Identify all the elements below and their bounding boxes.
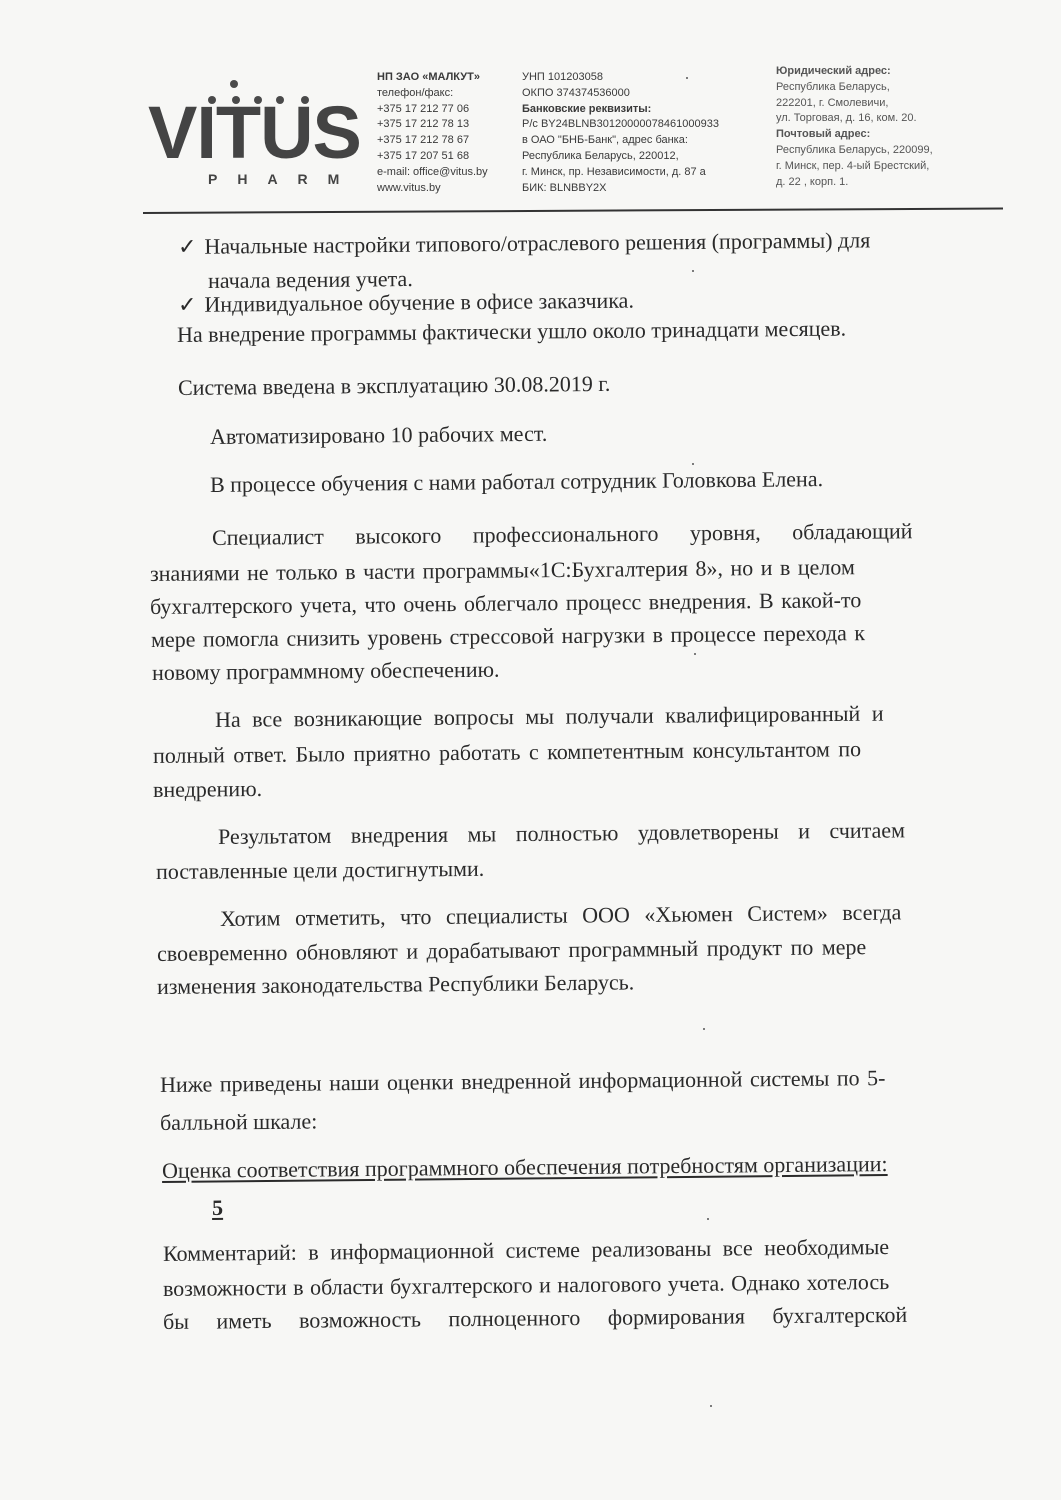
paragraph-line: новому программному обеспечению. — [151, 656, 500, 685]
address-line: г. Минск, пер. 4-ый Брестский, — [776, 159, 930, 172]
scan-speck — [692, 270, 694, 272]
address-line: 222201, г. Смолевичи, — [776, 96, 889, 109]
bullet-text: Индивидуальное обучение в офисе заказчика. — [204, 287, 635, 317]
contact-line: телефон/факс: — [377, 86, 454, 99]
scan-speck — [694, 653, 696, 655]
scan-speck — [692, 463, 694, 465]
bullet-item — [177, 287, 635, 317]
company-contacts — [377, 70, 488, 196]
bank-line: Республика Беларусь, 220012, — [522, 149, 679, 162]
rating-label: Оценка соответствия программного обеспечения потребностям организации: — [161, 1151, 888, 1183]
commissioning-date: Система введена в эксплуатацию 30.08.2019 г. — [177, 370, 611, 400]
checkmark-icon: ✓ — [177, 291, 197, 317]
bank-line: Р/с BY24BLNB30120000078461000933 — [522, 118, 719, 131]
legal-address-heading: Юридический адрес: — [776, 65, 891, 77]
paragraph-line: полный ответ. Было приятно работать с компетентным консультантом по — [152, 736, 862, 768]
bank-line: БИК: BLNBBY2X — [522, 181, 607, 194]
vitus-pharm-logo — [148, 74, 366, 194]
scan-speck — [710, 1405, 712, 1407]
address-line: ул. Торговая, д. 16, ком. 20. — [776, 112, 917, 125]
paragraph-line: На все возникающие вопросы мы получали квалифицированный и — [214, 700, 884, 732]
comment-line: Комментарий: в информационной системе реализованы все необходимые — [162, 1234, 890, 1266]
paragraph-line: Ниже приведены наши оценки внедренной информационной системы по 5- — [159, 1065, 886, 1097]
contact-line: +375 17 212 77 06 — [377, 102, 470, 115]
header-divider — [143, 207, 1003, 214]
contact-line: +375 17 212 78 13 — [377, 118, 470, 131]
website-line: www.vitus.by — [377, 181, 441, 194]
paragraph-line: Результатом внедрения мы полностью удовлетворены и считаем — [217, 817, 906, 849]
paragraph-line: поставленные цели достигнутыми. — [155, 855, 485, 884]
bank-heading: Банковские реквизиты: — [522, 102, 652, 115]
paragraph-line: Хотим отметить, что специалисты ООО «Хьюмен Систем» всегда — [219, 899, 902, 931]
contact-line: +375 17 212 78 67 — [377, 134, 470, 147]
bullet-item — [178, 229, 871, 258]
logo-subtitle: PHARM — [208, 171, 360, 187]
contact-line: +375 17 207 51 68 — [377, 149, 470, 162]
address-line: Республика Беларусь, 220099, — [776, 143, 933, 156]
bank-line: г. Минск, пр. Независимости, д. 87 а — [522, 165, 706, 178]
paragraph-line: своевременно обновляют и дорабатывают программный продукт по мере — [156, 934, 867, 966]
addresses — [776, 64, 933, 190]
bullet-text: Начальные настройки типового/отраслевого решения (программы) для — [204, 227, 871, 259]
paragraph-line — [212, 520, 982, 549]
comment-line: возможности в области бухгалтерского и налогового учета. Однако хотелось — [162, 1269, 890, 1301]
email-line: e-mail: office@vitus.by — [377, 165, 488, 178]
postal-address-heading: Почтовый адрес: — [776, 128, 871, 141]
paragraph-line: знаниями не только в части программы«1С:Бухгалтерия 8», но и в целом — [149, 554, 855, 586]
paragraph-line: изменения законодательства Республики Беларусь. — [156, 969, 635, 999]
scan-speck — [707, 1218, 709, 1220]
paragraph-line: балльной шкале: — [159, 1108, 318, 1135]
bank-line: в ОАО "БНБ-Банк", адрес банка: — [522, 134, 688, 147]
paragraph-line: бухгалтерского учета, что очень облегчало процесс внедрения. В какой-то — [149, 587, 862, 619]
company-name: НП ЗАО «МАЛКУТ» — [377, 71, 480, 83]
bank-line: УНП 101203058 — [522, 71, 603, 83]
trainer-line: В процессе обучения с нами работал сотрудник Головкова Елена. — [209, 466, 824, 497]
paragraph-line: внедрению. — [152, 775, 263, 802]
paragraph-text: Специалист высокого профессионального уровня, обладающий — [211, 518, 913, 550]
workplaces-count: Автоматизировано 10 рабочих мест. — [209, 420, 548, 449]
scan-speck — [686, 77, 688, 79]
paragraph-line: мере помогла снизить уровень стрессовой нагрузки в процессе перехода к — [150, 620, 866, 652]
bullet-text-continued: начала ведения учета. — [207, 266, 413, 293]
checkmark-icon: ✓ — [177, 233, 197, 259]
logo-word: VITUS — [148, 91, 361, 174]
bank-details — [522, 70, 719, 196]
bank-line: ОКПО 374374536000 — [522, 86, 630, 99]
comment-line: бы иметь возможность полноценного формирования бухгалтерской — [162, 1301, 908, 1334]
address-line: д. 22 , корп. 1. — [776, 175, 849, 188]
address-line: Республика Беларусь, — [776, 80, 890, 93]
rating-value: 5 — [211, 1194, 224, 1220]
scan-speck — [703, 1028, 705, 1030]
implementation-time: На внедрение программы фактически ушло около тринадцати месяцев. — [176, 315, 847, 347]
